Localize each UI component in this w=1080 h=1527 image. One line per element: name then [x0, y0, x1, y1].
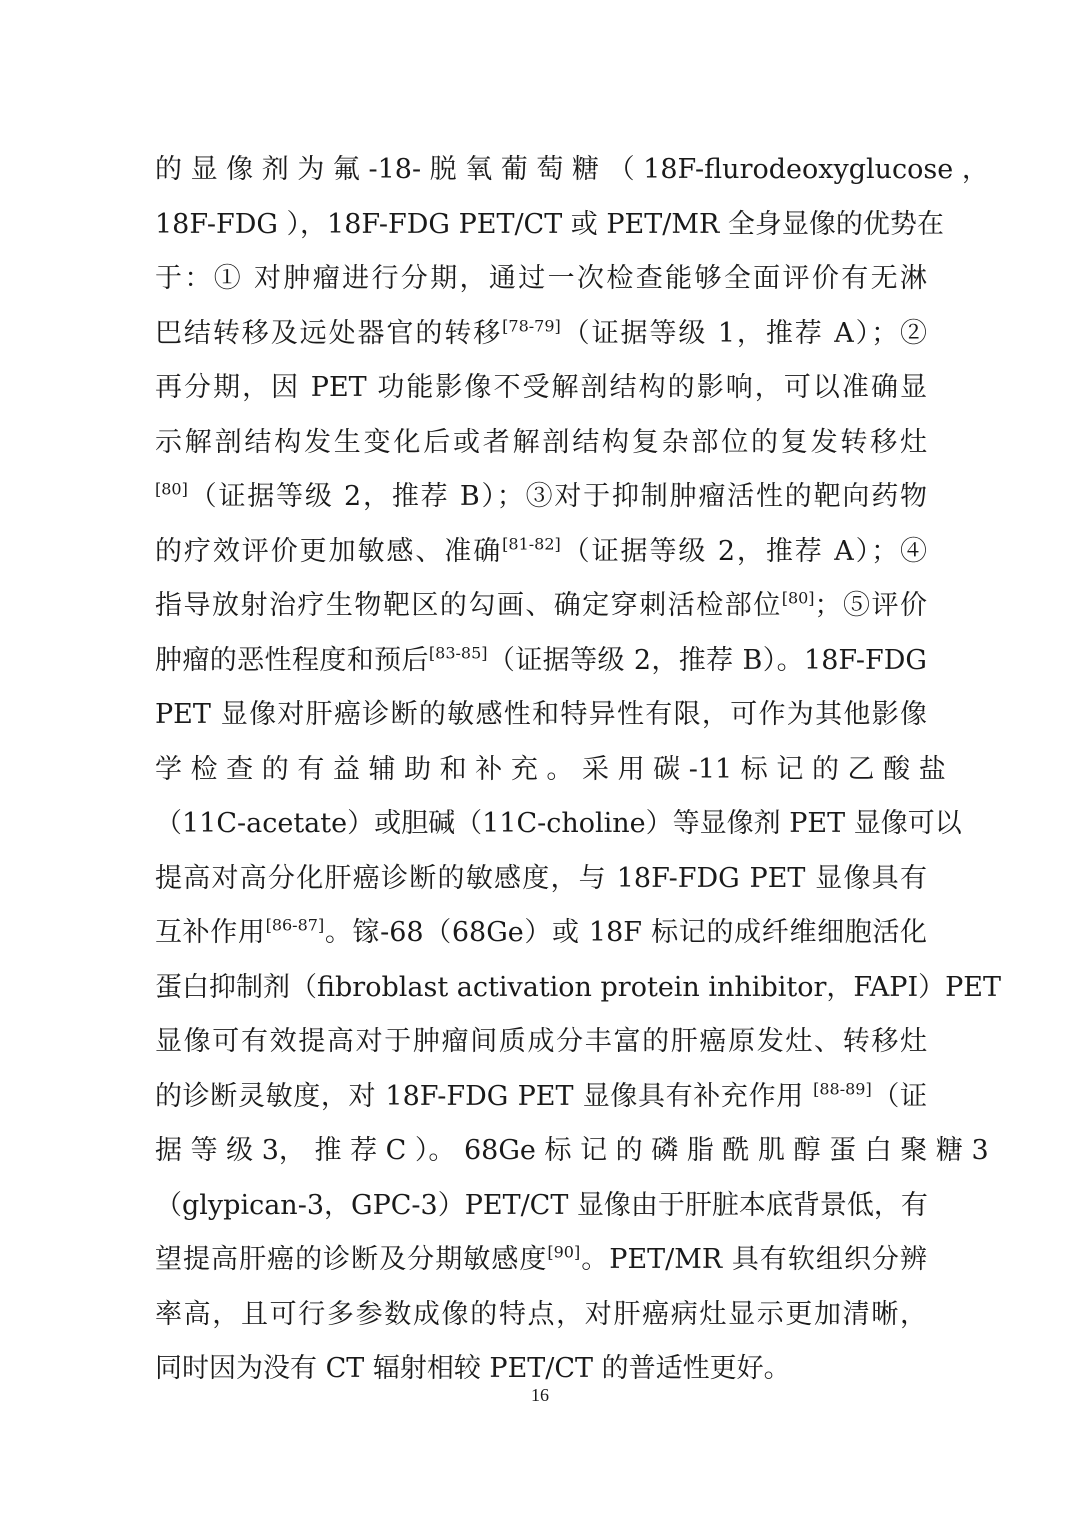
text-run: 巴结转移及远处器官的转移 — [155, 317, 503, 349]
citation-superscript: [81-82] — [502, 534, 561, 554]
text-line — [155, 143, 989, 198]
text-run: 的 显 像 剂 为 氟 -18- 脱 氧 葡 萄 糖 （ 18F-flurodeoxyglucose ， — [155, 154, 989, 185]
text-run: 同时因为没有 CT 辐射相较 PET/CT 的普适性更好。 — [155, 1353, 791, 1384]
text-run: 望提高肝癌的诊断及分期敏感度 — [155, 1244, 548, 1275]
text-run: ；⑤评价 — [814, 590, 928, 621]
text-line — [155, 579, 927, 634]
text-run: 于：① 对肿瘤进行分期，通过一次检查能够全面评价有无淋 — [155, 263, 927, 294]
text-line — [155, 525, 927, 580]
text-run: （证 — [871, 1080, 927, 1112]
text-run: 互补作用 — [155, 917, 266, 948]
text-run: 指导放射治疗生物靶区的勾画、确定穿刺活检部位 — [155, 590, 782, 621]
page-number: 16 — [531, 1385, 549, 1405]
text-run: （证据等级 1，推荐 A）；② — [560, 317, 928, 349]
text-line — [155, 1233, 927, 1288]
text-run: 显像可有效提高对于肿瘤间质成分丰富的肝癌原发灶、转移灶 — [155, 1026, 927, 1057]
text-line — [155, 307, 927, 362]
text-run: 的诊断灵敏度，对 18F-FDG PET 显像具有补充作用 — [155, 1080, 814, 1112]
text-run: （证据等级 2，推荐 B）。18F-FDG — [487, 644, 927, 676]
text-run: 蛋白抑制剂（fibroblast activation protein inhibitor，FAPI）PET — [155, 971, 1001, 1003]
citation-superscript: [88-89] — [813, 1079, 872, 1099]
text-run: 示解剖结构发生变化后或者解剖结构复杂部位的复发转移灶 — [155, 426, 927, 458]
text-run: 学 检 查 的 有 益 辅 助 和 补 充 。 采 用 碳 -11 标 记 的 乙 酸 盐 — [155, 753, 946, 785]
text-line — [155, 797, 962, 852]
text-line — [155, 961, 1001, 1016]
text-line — [155, 1070, 927, 1125]
text-run: （11C-acetate）或胆碱（11C-choline）等显像剂 PET 显像可以 — [155, 808, 962, 839]
text-run: （glypican-3，GPC-3）PET/CT 显像由于肝脏本底背景低，有 — [155, 1189, 928, 1221]
text-run: PET 显像对肝癌诊断的敏感性和特异性有限，可作为其他影像 — [155, 699, 927, 730]
text-run: 18F-FDG ），18F-FDG PET/CT 或 PET/MR 全身显像的优势在 — [155, 208, 944, 240]
text-line — [155, 1124, 989, 1179]
text-run: 据 等 级 3， 推 荐 C ）。 68Ge 标 记 的 磷 脂 酰 肌 醇 蛋 白 聚 糖 3 — [155, 1135, 989, 1166]
text-line — [155, 1288, 927, 1343]
text-run: 提高对高分化肝癌诊断的敏感度，与 18F-FDG PET 显像具有 — [155, 862, 927, 894]
citation-superscript: [86-87] — [265, 915, 325, 935]
text-run: 再分期，因 PET 功能影像不受解剖结构的影响，可以准确显 — [155, 372, 927, 403]
text-line — [155, 198, 944, 253]
citation-superscript: [83-85] — [428, 643, 488, 663]
text-line — [155, 852, 927, 907]
text-line — [155, 906, 927, 961]
text-run: 。PET/MR 具有软组织分辨 — [580, 1244, 927, 1275]
text-line — [155, 1015, 927, 1070]
text-line — [155, 252, 927, 307]
citation-superscript: [80] — [155, 479, 188, 499]
citation-superscript: [80] — [781, 588, 815, 608]
text-run: 肿瘤的恶性程度和预后 — [155, 644, 429, 676]
text-line — [155, 688, 927, 743]
text-run: 的疗效评价更加敏感、准确 — [155, 535, 503, 567]
text-line — [155, 361, 927, 416]
text-line — [155, 416, 927, 471]
text-run: 率高，且可行多参数成像的特点，对肝癌病灶显示更加清晰， — [155, 1298, 927, 1330]
text-line — [155, 1179, 927, 1234]
body-paragraph — [155, 143, 1001, 1397]
citation-superscript: [90] — [547, 1242, 581, 1262]
text-line — [155, 743, 946, 798]
text-line — [155, 470, 927, 525]
text-run: （证据等级 2，推荐 B）；③对于抑制肿瘤活性的靶向药物 — [187, 481, 927, 512]
text-run: 。镓-68（68Ge）或 18F 标记的成纤维细胞活化 — [324, 917, 928, 948]
text-line — [155, 634, 927, 689]
citation-superscript: [78-79] — [502, 316, 561, 336]
text-run: （证据等级 2，推荐 A）；④ — [560, 535, 928, 567]
